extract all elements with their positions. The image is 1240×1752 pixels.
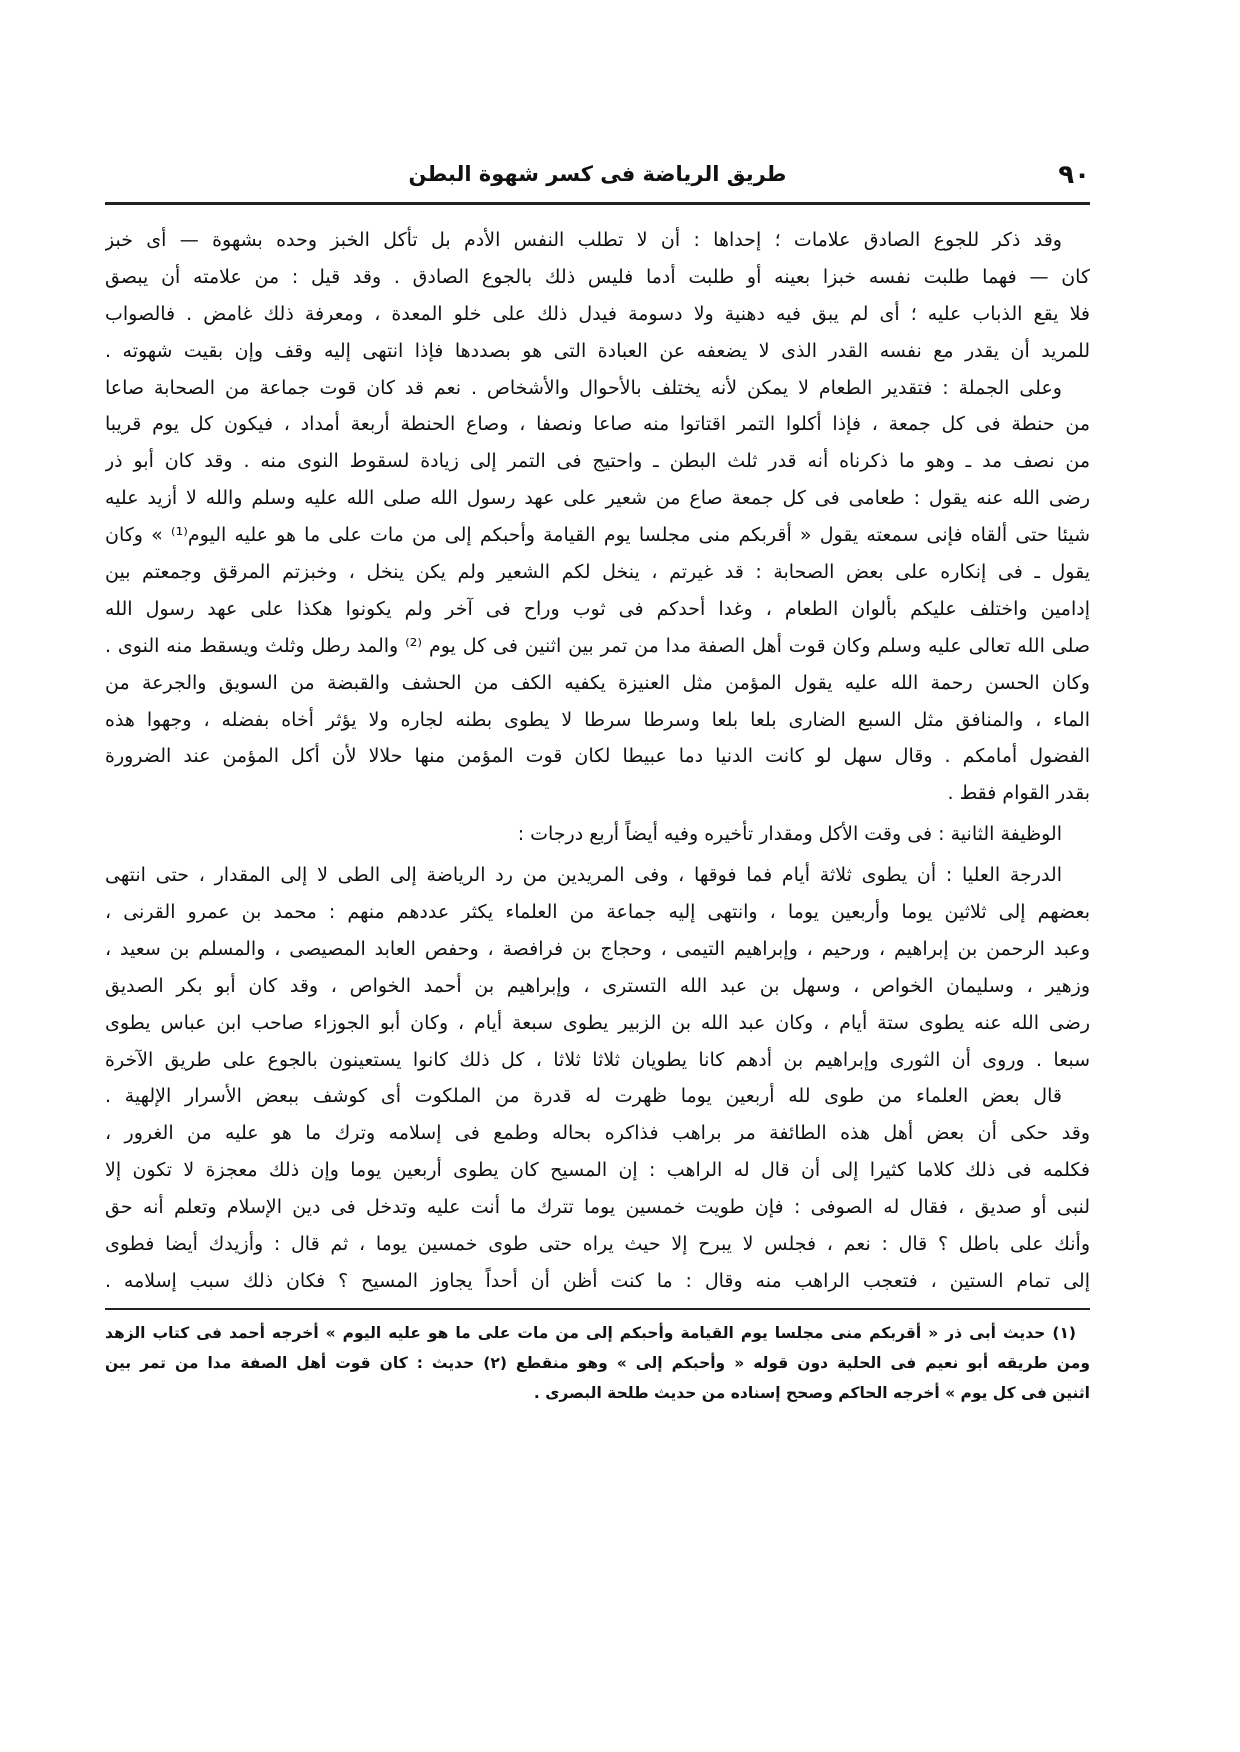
text-line: إدامين واختلف عليكم بألوان الطعام ، وغدا أحدكم فى ثوب وراح فى آخر ولم يكونوا هكذا على عهد رسول الله bbox=[105, 597, 1090, 620]
text-line: وأنك على باطل ؟ قال : نعم ، فجلس لا يبرح إلا حيث يراه حتى طوى خمسين يوما ، ثم قال : وأزيدك أيضا فطوى bbox=[105, 1233, 1090, 1256]
text-line: من حنطة فى كل جمعة ، فإذا أكلوا التمر اقتاتوا منه صاعا ونصفا ، وصاع الحنطة أربعة أمداد ، فيكون كل يوم قريبا bbox=[105, 413, 1090, 436]
text-line: الدرجة العليا : أن يطوى ثلاثة أيام فما فوقها ، وفى المريدين من رد الرياضة إلى الطى لا إلى المقدار ، حتى انتهى bbox=[105, 864, 1062, 887]
text-line: رضى الله عنه يقول : طعامى فى كل جمعة صاع من شعير على عهد رسول الله صلى الله عليه وسلم والله لا أزيد عليه bbox=[105, 487, 1090, 510]
footnote-rule bbox=[105, 1308, 1090, 1310]
text-line: وكان الحسن رحمة الله عليه يقول المؤمن مثل العنيزة يكفيه الكف من الحشف والقبضة من السويق والجرعة من bbox=[105, 671, 1090, 694]
text-line: كان — فهما طلبت نفسه خبزا بعينه أو طلبت أدما فليس ذلك بالجوع الصادق . وقد قيل : من علامته أن يبصق bbox=[105, 265, 1090, 288]
text-line: وعلى الجملة : فتقدير الطعام لا يمكن لأنه يختلف بالأحوال والأشخاص . نعم قد كان قوت جماعة من الصحابة صاعا bbox=[105, 376, 1062, 399]
text-line: قال بعض العلماء من طوى لله أربعين يوما ظهرت له قدرة من الملكوت أى كوشف ببعض الأسرار الإلهية . bbox=[105, 1085, 1062, 1108]
text-line: رضى الله عنه يطوى ستة أيام ، وكان عبد الله بن الزبير يطوى سبعة أيام ، وكان أبو الجوزاء صاحب ابن عباس يطوى bbox=[105, 1011, 1090, 1034]
text-line: لنبى أو صديق ، فقال له الصوفى : فإن طويت خمسين يوما تترك ما أنت عليه وتدخل فى دين الإسلام وتعلم أنه حق bbox=[105, 1196, 1090, 1219]
footnote-line: ومن طريقه أبو نعيم فى الحلية دون قوله « وأحبكم إلى » وهو منقطع (٢) حديث : كان قوت أهل الصفة مدا من تمر بين bbox=[105, 1354, 1090, 1372]
page-number: ٩٠ bbox=[1058, 160, 1090, 190]
text-line: وقد ذكر للجوع الصادق علامات ؛ إحداها : أن لا تطلب النفس الأدم بل تأكل الخبز وحده بشهوة — أى خبز bbox=[105, 229, 1062, 251]
running-title: طريق الرياضة فى كسر شهوة البطن bbox=[408, 162, 787, 186]
main-text bbox=[105, 222, 1090, 1300]
text-line: وزهير ، وسليمان الخواص ، وسهل بن عبد الله التسترى ، وإبراهيم بن أحمد الخواص ، وقد كان أبو بكر الصديق bbox=[105, 974, 1090, 997]
footnote-line: اثنين فى كل يوم » أخرجه الحاكم وصحح إسناده من حديث طلحة البصرى . bbox=[533, 1384, 1090, 1402]
text-line: فكلمه فى ذلك كلاما كثيرا إلى أن قال له الراهب : إن المسيح كان يطوى أربعين يوما وإن ذلك معجزة لا تكون إلا bbox=[105, 1159, 1090, 1182]
text-line: صلى الله تعالى عليه وسلم وكان قوت أهل الصفة مدا من تمر بين اثنين فى كل يوم ⁽²⁾ والمد رطل وثلث ويسقط منه النوى . bbox=[105, 634, 1090, 657]
text-line: فلا يقع الذباب عليه ؛ أى لم يبق فيه دهنية ولا دسومة فيدل ذلك على خلو المعدة ، ومعرفة ذلك غامض . فالصواب bbox=[105, 302, 1090, 325]
header-rule bbox=[105, 202, 1090, 205]
text-line: وقد حكى أن بعض أهل هذه الطائفة مر براهب فذاكره بحاله وطمع فى إسلامه وترك ما هو عليه من الغرور ، bbox=[105, 1122, 1090, 1145]
text-line: سبعا . وروى أن الثورى وإبراهيم بن أدهم كانا يطويان ثلاثا ثلاثا ، كل ذلك كانوا يستعينون بالجوع على طريق الآخرة bbox=[105, 1048, 1090, 1071]
footnote-line: (١) حديث أبى ذر « أقربكم منى مجلسا يوم القيامة وأحبكم إلى من مات على ما هو عليه اليوم » أخرجه أحمد فى كتاب الزهد bbox=[105, 1324, 1076, 1342]
text-line: الماء ، والمنافق مثل السبع الضارى بلعا بلعا وسرطا سرطا لا يطوى بطنه لجاره ولا يؤثر أخاه بفضله ، وجهوا هذه bbox=[105, 708, 1090, 731]
text-line: وعبد الرحمن بن إبراهيم ، ورحيم ، وإبراهيم التيمى ، وحجاج بن فرافصة ، وحفص العابد المصيصى ، والمسلم بن سعيد ، bbox=[105, 937, 1090, 960]
footnotes bbox=[105, 1318, 1090, 1408]
text-line: يقول ـ فى إنكاره على بعض الصحابة : قد غيرتم ، ينخل لكم الشعير ولم يكن ينخل ، وخبزتم المرقق وجمعتم بين bbox=[105, 561, 1090, 584]
text-line: بقدر القوام فقط . bbox=[947, 782, 1090, 805]
page-header bbox=[105, 160, 1090, 196]
text-line: إلى تمام الستين ، فتعجب الراهب منه وقال : ما كنت أظن أن أحداً يجاوز المسيح ؟ فكان ذلك سبب إسلامه . bbox=[105, 1269, 1090, 1292]
text-line: للمريد أن يقدر مع نفسه القدر الذى لا يضعفه عن العبادة التى هو بصددها فإذا انتهى إليه وقف وإن بقيت شهوته . bbox=[105, 339, 1090, 362]
text-line: الفضول أمامكم . وقال سهل لو كانت الدنيا دما عبيطا لكان قوت المؤمن منها حلالا لأن أكل المؤمن عند الضرورة bbox=[105, 745, 1090, 768]
text-line: بعضهم إلى ثلاثين يوما وأربعين يوما ، وانتهى إليه جماعة من العلماء يكثر عددهم منهم : محمد بن عمرو القرنى ، bbox=[105, 901, 1090, 924]
text-line: شيئا حتى ألقاه فإنى سمعته يقول « أقربكم منى مجلسا يوم القيامة وأحبكم إلى من مات على ما هو عليه اليوم⁽¹⁾ » وكان bbox=[105, 524, 1090, 547]
text-line: من نصف مد ـ وهو ما ذكرناه أنه قدر ثلث البطن ـ واحتيج فى التمر إلى زيادة لسقوط النوى منه . وقد كان أبو ذر bbox=[105, 450, 1090, 473]
section-heading: الوظيفة الثانية : فى وقت الأكل ومقدار تأخيره وفيه أيضاً أربع درجات : bbox=[517, 823, 1062, 846]
